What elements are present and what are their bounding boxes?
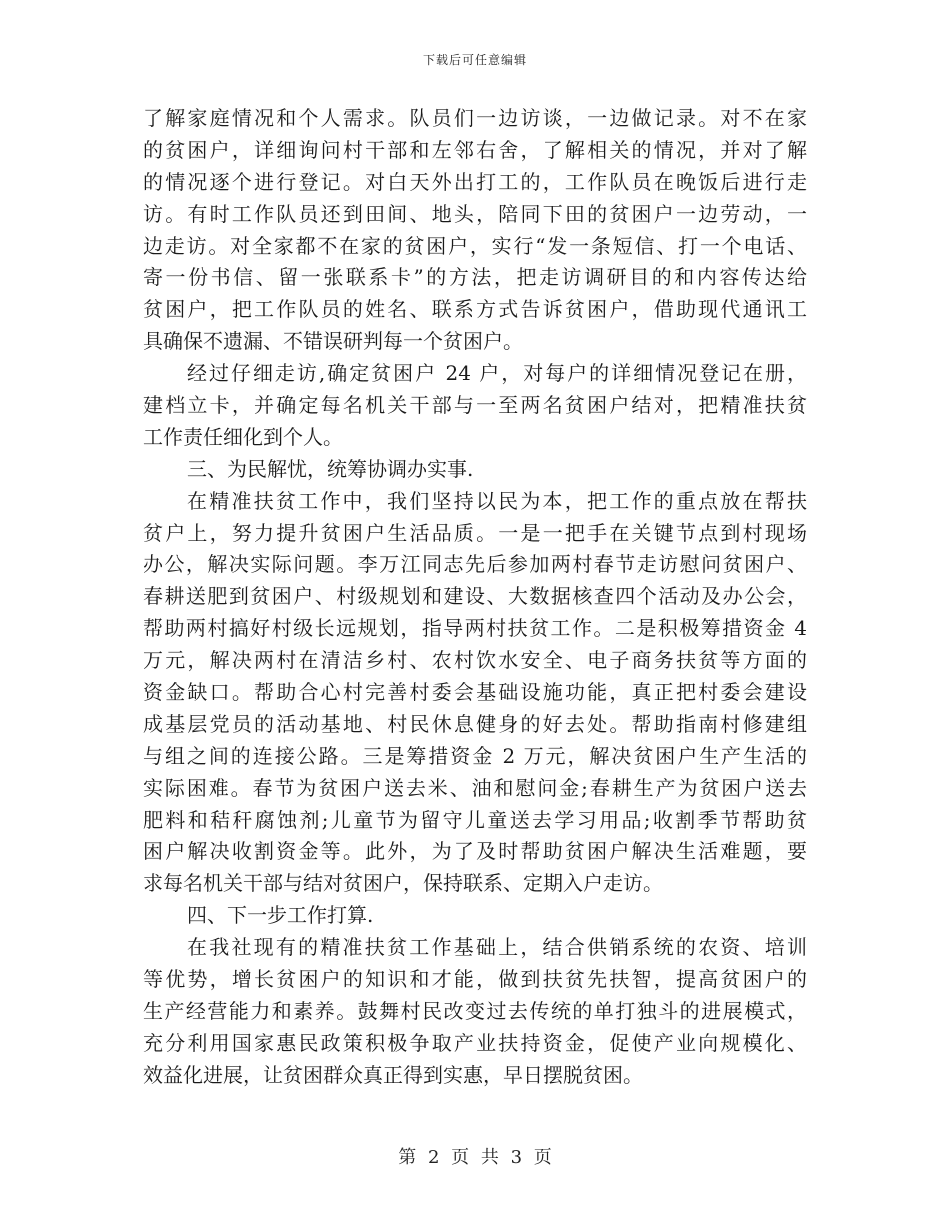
body-line: 贫户上，努力提升贫困户生活品质。一是一把手在关键节点到村现场 xyxy=(143,520,807,545)
body-line: 帮助两村搞好村级长远规划，指导两村扶贫工作。二是积极筹措资金 4 xyxy=(143,616,807,641)
paragraph-start-line: 在我社现有的精准扶贫工作基础上，结合供销系统的农资、培训 xyxy=(187,935,807,960)
paragraph-start-line: 经过仔细走访,确定贫困户 24 户，对每户的详细情况登记在册， xyxy=(187,361,807,386)
body-line: 成基层党员的活动基地、村民休息健身的好去处。帮助指南村修建组 xyxy=(143,711,807,736)
body-line: 等优势，增长贫困户的知识和才能，做到扶贫先扶智，提高贫困户的 xyxy=(143,967,807,992)
body-line: 的情况逐个进行登记。对白天外出打工的，工作队员在晚饭后进行走 xyxy=(143,169,807,194)
body-line: 充分利用国家惠民政策积极争取产业扶持资金，促使产业向规模化、 xyxy=(143,1030,807,1055)
body-line: 与组之间的连接公路。三是筹措资金 2 万元，解决贫困户生产生活的 xyxy=(143,743,807,768)
body-line: 效益化进展，让贫困群众真正得到实惠，早日摆脱贫困。 xyxy=(143,1062,643,1087)
section-heading: 三、为民解忧，统筹协调办实事. xyxy=(187,456,474,481)
body-line: 肥料和秸秆腐蚀剂;儿童节为留守儿童送去学习用品;收割季节帮助贫 xyxy=(143,807,807,832)
body-line: 实际困难。春节为贫困户送去米、油和慰问金;春耕生产为贫困户送去 xyxy=(143,775,807,800)
body-line: 的贫困户，详细询问村干部和左邻右舍，了解相关的情况，并对了解 xyxy=(143,137,807,162)
paragraph-start-line: 在精准扶贫工作中，我们坚持以民为本，把工作的重点放在帮扶 xyxy=(187,488,807,513)
body-line: 求每名机关干部与结对贫困户，保持联系、定期入户走访。 xyxy=(143,871,663,896)
body-line: 生产经营能力和素养。鼓舞村民改变过去传统的单打独斗的进展模式， xyxy=(143,998,807,1023)
body-line: 贫困户，把工作队员的姓名、联系方式告诉贫困户，借助现代通讯工 xyxy=(143,297,807,322)
body-line: 寄一份书信、留一张联系卡”的方法，把走访调研目的和内容传达给 xyxy=(143,265,807,290)
body-line: 万元，解决两村在清洁乡村、农村饮水安全、电子商务扶贫等方面的 xyxy=(143,648,807,673)
body-line: 了解家庭情况和个人需求。队员们一边访谈，一边做记录。对不在家 xyxy=(143,106,807,130)
body-line: 资金缺口。帮助合心村完善村委会基础设施功能，真正把村委会建设 xyxy=(143,680,807,705)
body-line: 工作责任细化到个人。 xyxy=(143,424,343,449)
body-line: 边走访。对全家都不在家的贫困户，实行“发一条短信、打一个电话、 xyxy=(143,233,807,258)
body-line: 困户解决收割资金等。此外，为了及时帮助贫困户解决生活难题，要 xyxy=(143,839,807,864)
page-number: 第 2 页 共 3 页 xyxy=(398,1147,552,1168)
body-line: 春耕送肥到贫困户、村级规划和建设、大数据核查四个活动及办公会， xyxy=(143,584,807,609)
body-line: 办公，解决实际问题。李万江同志先后参加两村春节走访慰问贫困户、 xyxy=(143,552,807,577)
body-line: 建档立卡，并确定每名机关干部与一至两名贫困户结对，把精准扶贫 xyxy=(143,393,807,418)
page-header: 下载后可任意编辑 xyxy=(422,53,527,67)
body-line: 具确保不遗漏、不错误研判每一个贫困户。 xyxy=(143,329,523,354)
section-heading: 四、下一步工作打算. xyxy=(187,903,374,928)
body-line: 访。有时工作队员还到田间、地头，陪同下田的贫困户一边劳动，一 xyxy=(143,201,807,226)
document-body xyxy=(143,103,807,1092)
